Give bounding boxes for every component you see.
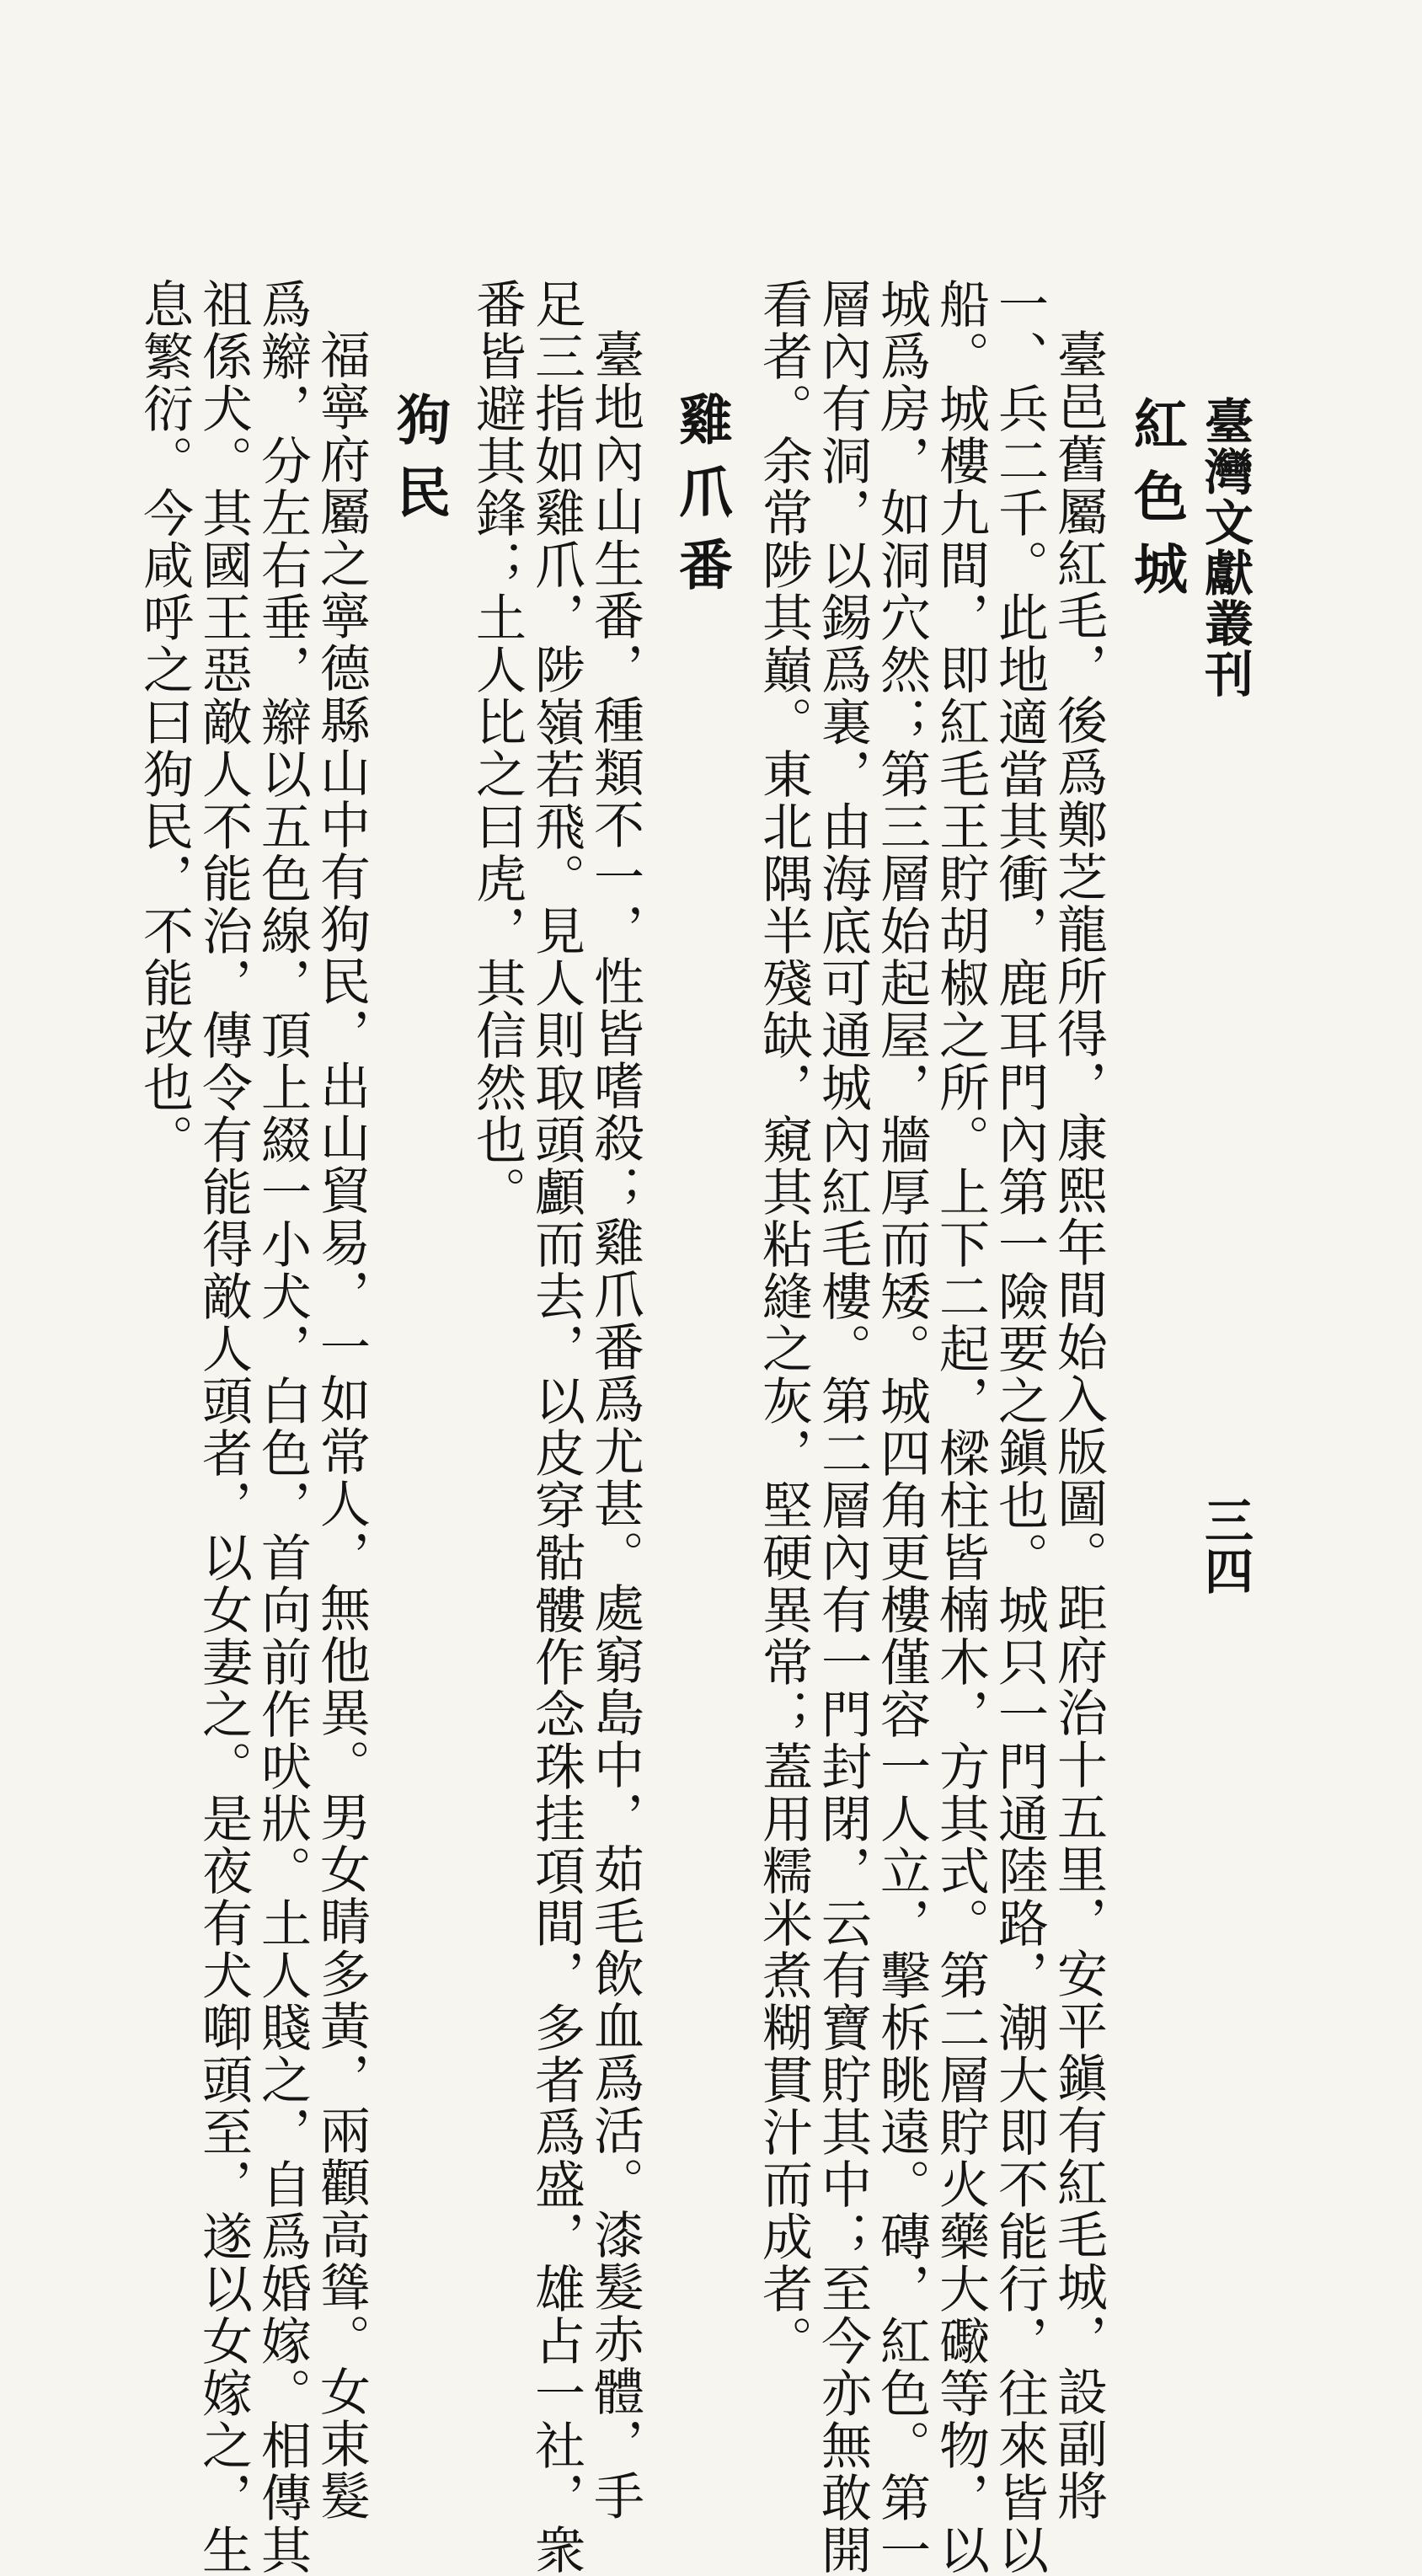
paragraph-line: 祖係犬。其國王惡敵人不能治，傳令有能得敵人頭者，以女妻之。是夜有犬啣頭至，遂以女嫁之，生 [194,278,253,2576]
section-title-dog-people: 狗民 [388,392,451,537]
paragraph-line: 足三指如雞爪，陟嶺若飛。見人則取頭顱而去，以皮穿骷髏作念珠挂項間，多者爲盛，雄占一社，衆 [527,278,585,2576]
paragraph-line: 爲辮，分左右垂，辮以五色線，頂上綴一小犬，白色，首向前作吠狀。土人賤之，自爲婚嫁。相傳其 [253,278,312,2576]
paragraph-line: 一、兵二千。此地適當其衝，鹿耳門內第一險要之鎭也。城只一門通陸路，潮大即不能行，往來皆以 [990,278,1049,2576]
section-title-red-castle: 紅色城 [1125,396,1188,613]
paragraph-line: 番皆避其鋒；土人比之曰虎，其信然也。 [468,278,527,1218]
book-title: 臺灣文獻叢刊 [1196,396,1254,699]
paragraph-line: 臺邑舊屬紅毛，後爲鄭芝龍所得，康熙年間始入版圖。距府治十五里，安平鎭有紅毛城，設副將 [1049,329,1108,2522]
paragraph-line: 臺地內山生番，種類不一，性皆嗜殺；雞爪番爲尤甚。處窮島中，茹毛飲血爲活。漆髮赤體，手 [585,329,644,2522]
paragraph-line: 層內有洞，以錫爲裏，由海底可通城內紅毛樓。第二層內有一門封閉，云有寶貯其中；至今亦無敢開 [813,278,872,2576]
paragraph-line: 船。城樓九間，即紅毛王貯胡椒之所。上下二起，樑柱皆楠木，方其式。第二層貯火藥大礮等物，以 [931,278,990,2576]
paragraph-line: 息繁衍。今咸呼之曰狗民，不能改也。 [135,278,194,1166]
page-number: 三四 [1196,1495,1254,1596]
paragraph-line: 福寧府屬之寧德縣山中有狗民，出山貿易，一如常人，無他異。男女睛多黃，兩顴高聳。女束髮 [312,329,371,2522]
paragraph-line: 城爲房，如洞穴然；第三層始起屋，牆厚而矮。城四角更樓僅容一人立，擊柝眺遠。磚，紅色。第一 [872,278,931,2576]
section-title-chicken-claw-tribe: 雞爪番 [670,392,733,609]
paragraph-line: 看者。余常陟其巔。東北隅半殘缺，窺其粘縫之灰，堅硬異常；蓋用糯米煮糊貫汁而成者。 [754,278,813,2367]
